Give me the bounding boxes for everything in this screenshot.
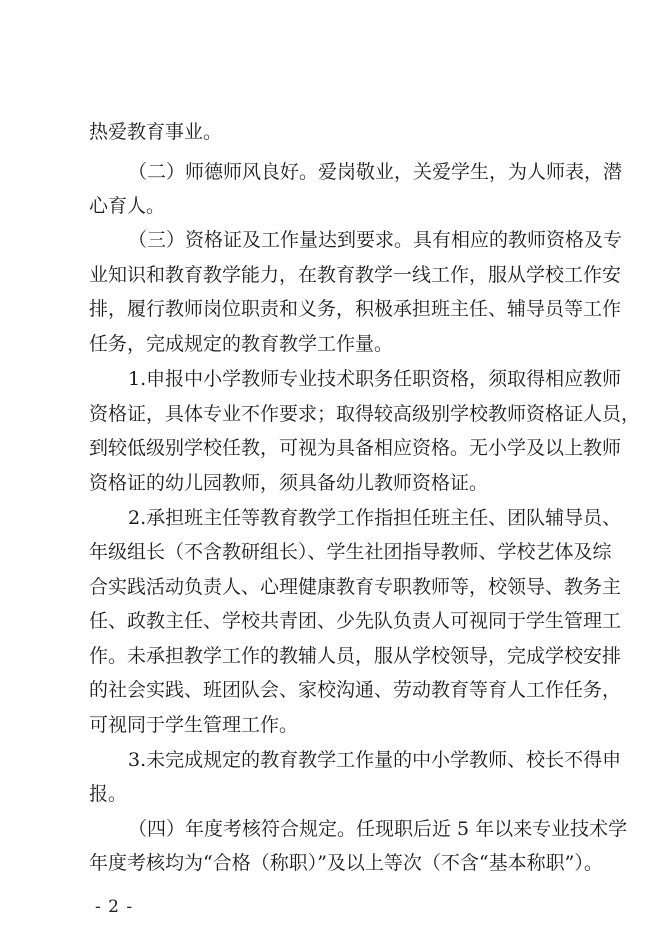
body-line: 可视同于学生管理工作。 xyxy=(89,714,299,736)
body-line: 年级组长（不含教研组长）、学生社团指导教师、学校艺体及综 xyxy=(89,541,612,563)
list-item-line: 3.未完成规定的教育教学工作量的中小学教师、校长不得申 xyxy=(128,749,622,771)
body-line: 到较低级别学校任教，可视为具备相应资格。无小学及以上教师 xyxy=(89,437,622,459)
body-line: 的社会实践、班团队会、家校沟通、劳动教育等育人工作任务， xyxy=(89,679,622,701)
body-line: 任、政教主任、学校共青团、少先队负责人可视同于学生管理工 xyxy=(89,610,622,632)
body-line: 合实践活动负责人、心理健康教育专职教师等，校领导、教务主 xyxy=(89,576,622,598)
list-item-line: 2.承担班主任等教育教学工作指担任班主任、团队辅导员、 xyxy=(128,507,622,529)
body-line: 报。 xyxy=(89,783,128,805)
list-item-line: 1.申报中小学教师专业技术职务任职资格，须取得相应教师 xyxy=(128,368,622,390)
page-number: - 2 - xyxy=(95,897,134,917)
section-heading-line: （四）年度考核符合规定。任现职后近 5 年以来专业技术学 xyxy=(128,818,628,840)
section-heading-line: （二）师德师风良好。爱岗敬业，关爱学生，为人师表，潜 xyxy=(128,161,623,183)
body-line: 业知识和教育教学能力，在教育教学一线工作，服从学校工作安 xyxy=(89,264,622,286)
body-line: 热爱教育事业。 xyxy=(89,121,223,143)
body-line: 心育人。 xyxy=(89,195,166,217)
body-line: 年度考核均为“合格（称职）”及以上等次（不含“基本称职”）。 xyxy=(89,852,603,874)
section-heading-line: （三）资格证及工作量达到要求。具有相应的教师资格及专 xyxy=(128,229,623,251)
body-line: 任务，完成规定的教育教学工作量。 xyxy=(89,333,394,355)
body-line: 排，履行教师岗位职责和义务，积极承担班主任、辅导员等工作 xyxy=(89,298,622,320)
body-line: 作。未承担教学工作的教辅人员，服从学校领导，完成学校安排 xyxy=(89,645,622,667)
body-line: 资格证的幼儿园教师，须具备幼儿教师资格证。 xyxy=(89,472,489,494)
body-line: 资格证，具体专业不作要求；取得较高级别学校教师资格证人员， xyxy=(89,403,641,425)
